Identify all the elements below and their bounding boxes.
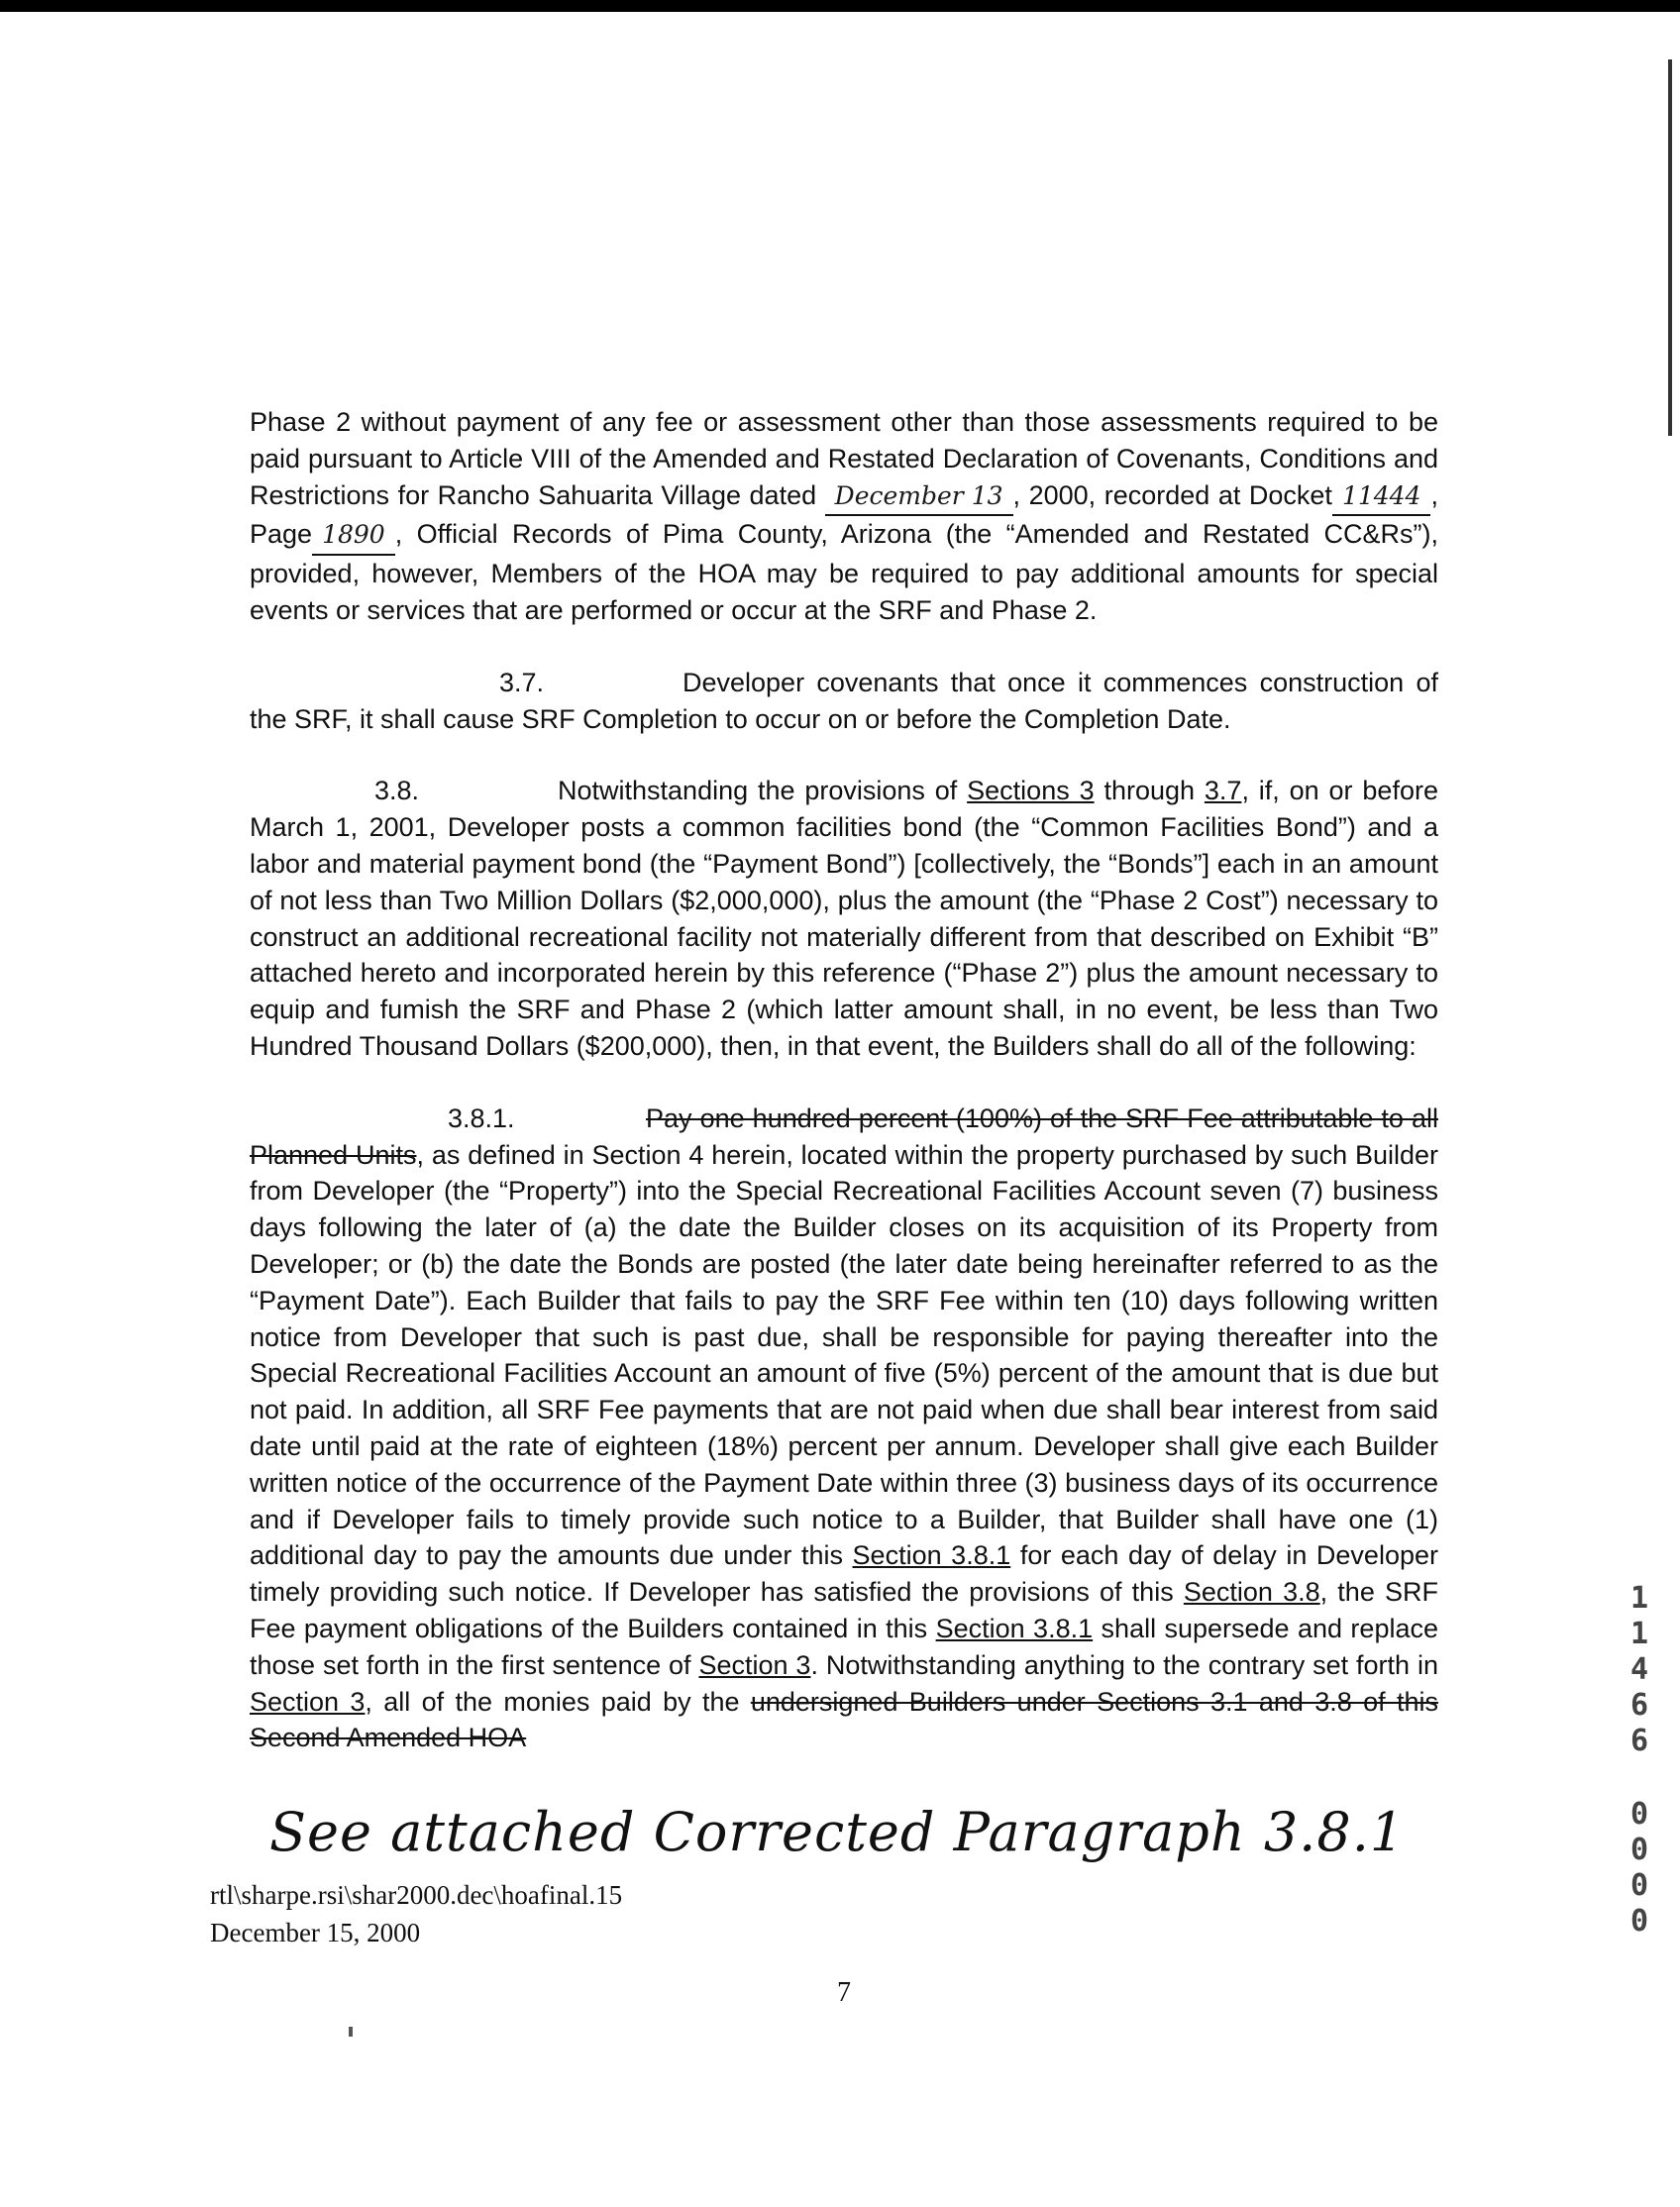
- footer-date: December 15, 2000: [210, 1918, 421, 1947]
- stamp-digit: 0: [1629, 1904, 1649, 1939]
- text-run: , Page: [250, 479, 1438, 550]
- scan-mark: [349, 2027, 353, 2037]
- text-run: Notwithstanding the provisions of: [558, 776, 958, 806]
- page-number: 7: [837, 1977, 851, 2008]
- text-run: for each day of delay in Developer timely providing such notice. If Developer has satisfied the provisions of this: [250, 1540, 1438, 1608]
- section-3-8: [250, 773, 1438, 1064]
- struck-text: undersigned Builders under Sections 3.1 and 3.8 of this Second Amended HOA: [250, 1686, 1438, 1753]
- struck-text: Pay one hundred percent (100%) of the SRF Fee attributable to all Planned Units: [250, 1103, 1438, 1170]
- paragraph-continuation: [250, 404, 1438, 629]
- docket-stamp: [1625, 1581, 1654, 1940]
- text-run: through: [1103, 776, 1196, 806]
- text-run: shall supersede and replace those set forth in the first sentence of: [250, 1613, 1438, 1680]
- stamp-digit: 0: [1629, 1833, 1649, 1867]
- stamp-digit: 0: [1629, 1797, 1649, 1832]
- stamp-digit: 4: [1629, 1652, 1649, 1687]
- section-3-8-1: [250, 1101, 1438, 1756]
- file-path: rtl\sharpe.rsi\shar2000.dec\hoafinal.15: [210, 1880, 623, 1910]
- text-run: Phase 2 without payment of any fee or assessment other than those assessments required to be paid pursuant to Article VIII of the Amended and Restated Declaration of Covenants, Conditions and Restrictions for Rancho Sahuarita Village dated: [250, 407, 1438, 510]
- stamp-digit: 0: [1629, 1868, 1649, 1903]
- document-body: [250, 404, 1438, 1756]
- section-reference: Sections 3: [967, 776, 1095, 806]
- text-run: , as defined in Section 4 herein, located within the property purchased by such Builder from Developer (the “Property”) into the Special Recreational Facilities Account seven (7) business days following the later of (a) the date the Builder closes on its acquisition of its Property from Developer; or (b) the date the Bonds are posted (the later date being hereinafter referred to as the “Payment Date”). Each Builder that fails to pay the SRF Fee within ten (10) days following written notice from Developer that such is past due, shall be responsible for paying thereafter into the Special Recreational Facilities Account an amount of five (5%) percent of the amount that is due but not paid. In addition, all SRF Fee payments that are not paid when due shall bear interest from said date until paid at the rate of eighteen (18%) percent per annum. Developer shall give each Builder written notice of the occurrence of the Payment Date within three (3) business days of its occurrence and if Developer fails to timely provide such notice to a Builder, that Builder shall have one (1) additional day to pay the amounts due under this: [250, 1139, 1439, 1571]
- section-reference: Section 3.8.1: [935, 1613, 1094, 1643]
- section-number: 3.7.: [499, 667, 545, 697]
- text-run: , 2000, recorded at Docket: [1012, 479, 1332, 510]
- stamp-digit: 1: [1629, 1581, 1649, 1616]
- section-reference: Section 3: [698, 1649, 811, 1680]
- section-reference: Section 3.8.1: [852, 1540, 1011, 1571]
- document-footer: [210, 1876, 622, 1951]
- stamp-digit: 6: [1629, 1688, 1649, 1723]
- stamp-digit: 6: [1629, 1724, 1649, 1758]
- section-reference: Section 3.8: [1183, 1577, 1320, 1608]
- section-reference: Section 3: [250, 1686, 366, 1717]
- section-number: 3.8.: [374, 776, 420, 806]
- text-run: , Official Records of Pima County, Arizona (the “Amended and Restated CC&Rs”), provided, however, Members of the HOA may be required to pay additional amounts for special events or services that are performed or occur at the SRF and Phase 2.: [250, 519, 1438, 625]
- section-3-7: [250, 665, 1438, 738]
- scan-edge-line: [1668, 59, 1672, 436]
- stamp-digit: 1: [1629, 1617, 1649, 1651]
- handwritten-note: See attached Corrected Paragraph 3.8.1: [269, 1801, 1406, 1863]
- text-run: , the SRF Fee payment obligations of the Builders contained in this: [250, 1577, 1438, 1643]
- handwritten-docket: 11444: [1332, 478, 1431, 517]
- handwritten-date: December 13: [825, 478, 1013, 517]
- section-number: 3.8.1.: [448, 1103, 515, 1133]
- section-reference: 3.7: [1204, 776, 1242, 806]
- handwritten-page: 1890: [312, 517, 395, 556]
- text-run: , if, on or before March 1, 2001, Developer posts a common facilities bond (the “Common Facilities Bond”) and a labor and material payment bond (the “Payment Bond”) [collectively, the “Bonds”] each in an amount of not less than Two Million Dollars ($2,000,000), plus the amount (the “Phase 2 Cost”) necessary to construct an additional recreational facility not materially different from that described on Exhibit “B” attached hereto and incorporated herein by this reference (“Phase 2”) plus the amount necessary to equip and fumish the SRF and Phase 2 (which latter amount shall, in no event, be less than Two Hundred Thousand Dollars ($200,000), then, in that event, the Builders shall do all of the following:: [250, 776, 1438, 1061]
- text-run: Developer covenants that once it commences construction of the SRF, it shall cause SRF Completion to occur on or before the Completion Date.: [250, 667, 1438, 734]
- text-run: , all of the monies paid by the: [365, 1686, 740, 1717]
- text-run: . Notwithstanding anything to the contrary set forth in: [810, 1649, 1438, 1680]
- scan-border-top: [0, 0, 1680, 12]
